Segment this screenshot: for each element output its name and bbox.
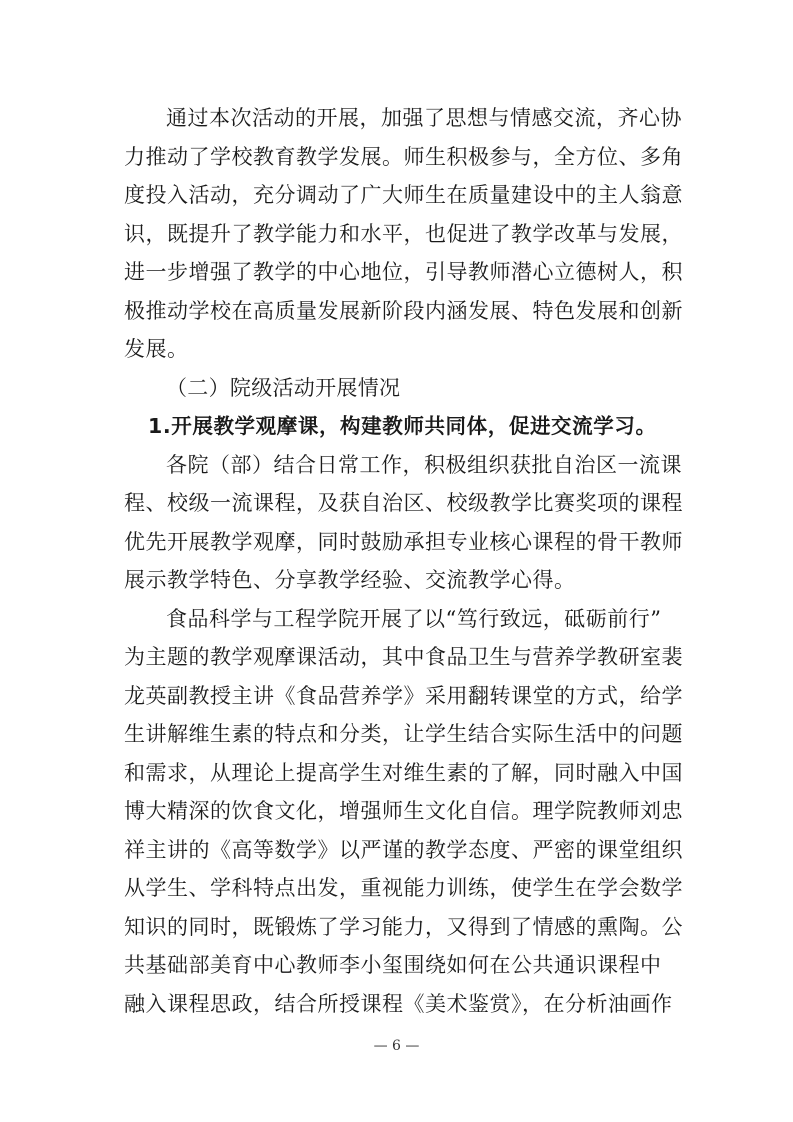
paragraph-line: 知识的同时，既锻炼了学习能力，又得到了情感的熏陶。公 (124, 914, 683, 939)
paragraph-line: 识，既提升了教学能力和水平，也促进了教学改革与发展， (124, 221, 683, 246)
paragraph-line: 博大精深的饮食文化，增强师生文化自信。理学院教师刘忠 (124, 799, 683, 823)
paragraph-line: 优先开展教学观摩，同时鼓励承担专业核心课程的骨干教师 (124, 529, 683, 554)
paragraph-line: 程、校级一流课程，及获自治区、校级教学比赛奖项的课程 (124, 491, 683, 515)
paragraph-line: 融入课程思政，结合所授课程《美术鉴赏》，在分析油画作 (124, 991, 673, 1016)
paragraph-line: 祥主讲的《高等数学》以严谨的教学态度、严密的课堂组织 (124, 837, 683, 862)
paragraph-line: 食品科学与工程学院开展了以“笃行致远，砥砺前行” (166, 606, 662, 631)
paragraph-line: 生讲解维生素的特点和分类，让学生结合实际生活中的问题 (124, 722, 683, 746)
paragraph-line: 和需求，从理论上提高学生对维生素的了解，同时融入中国 (124, 760, 683, 785)
section-subheading: （二）院级活动开展情况 (166, 375, 401, 400)
paragraph-line: 通过本次活动的开展，加强了思想与情感交流，齐心协 (166, 106, 682, 130)
paragraph-line: 发展。 (124, 337, 189, 361)
paragraph-line: 展示教学特色、分享教学经验、交流教学心得。 (124, 568, 576, 592)
paragraph-line: 度投入活动，充分调动了广大师生在质量建设中的主人翁意 (124, 183, 683, 207)
paragraph-line: 力推动了学校教育教学发展。师生积极参与，全方位、多角 (124, 144, 683, 169)
page-number: — 6 — (373, 1038, 420, 1054)
paragraph-line: 龙英副教授主讲《食品营养学》采用翻转课堂的方式，给学 (124, 683, 683, 708)
paragraph-line: 从学生、学科特点出发，重视能力训练，使学生在学会数学 (124, 876, 683, 900)
paragraph-line: 进一步增强了教学的中心地位，引导教师潜心立德树人，积 (124, 260, 683, 284)
section-heading: 1.开展教学观摩课，构建教师共同体，促进交流学习。 (148, 414, 657, 438)
paragraph-line: 共基础部美育中心教师李小玺围绕如何在公共通识课程中 (124, 953, 662, 977)
paragraph-line: 极推动学校在高质量发展新阶段内涵发展、特色发展和创新 (124, 298, 683, 323)
paragraph-line: 为主题的教学观摩课活动，其中食品卫生与营养学教研室裴 (124, 645, 683, 669)
paragraph-line: 各院（部）结合日常工作，积极组织获批自治区一流课 (166, 452, 682, 477)
